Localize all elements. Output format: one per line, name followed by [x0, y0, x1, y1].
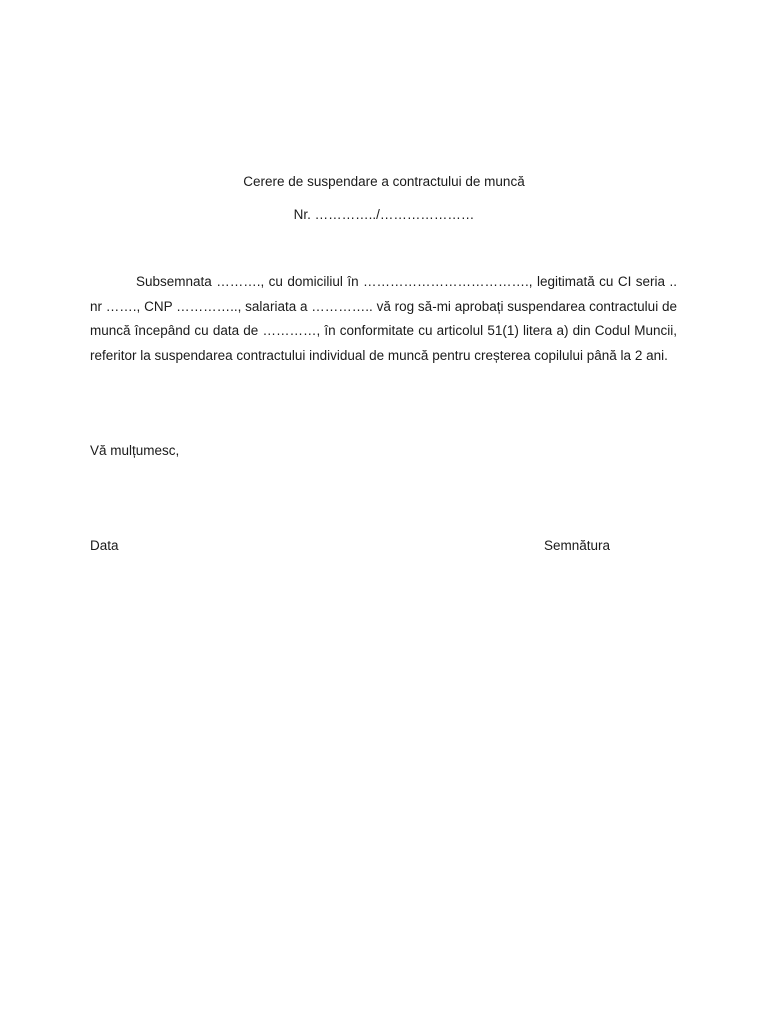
closing-phrase: Vă mulțumesc, [90, 443, 180, 458]
document-title: Cerere de suspendare a contractului de muncă [243, 174, 525, 189]
registration-number-line: Nr. …………../………………… [293, 207, 475, 222]
request-body-paragraph: Subsemnata ………., cu domiciliul în ………………………………., legitimată cu CI seria .. nr ……., CNP ………….., salariata a ………….. vă rog să-mi aprobați suspendarea contractului de muncă începând cu data de …………, în conformitate cu articolul 51(1) litera a) din Codul Muncii, referitor la suspendarea contractului individual de muncă pentru creșterea copilului până la 2 ani. [90, 274, 677, 363]
signature-label: Semnătura [544, 538, 611, 553]
date-label: Data [90, 538, 119, 553]
